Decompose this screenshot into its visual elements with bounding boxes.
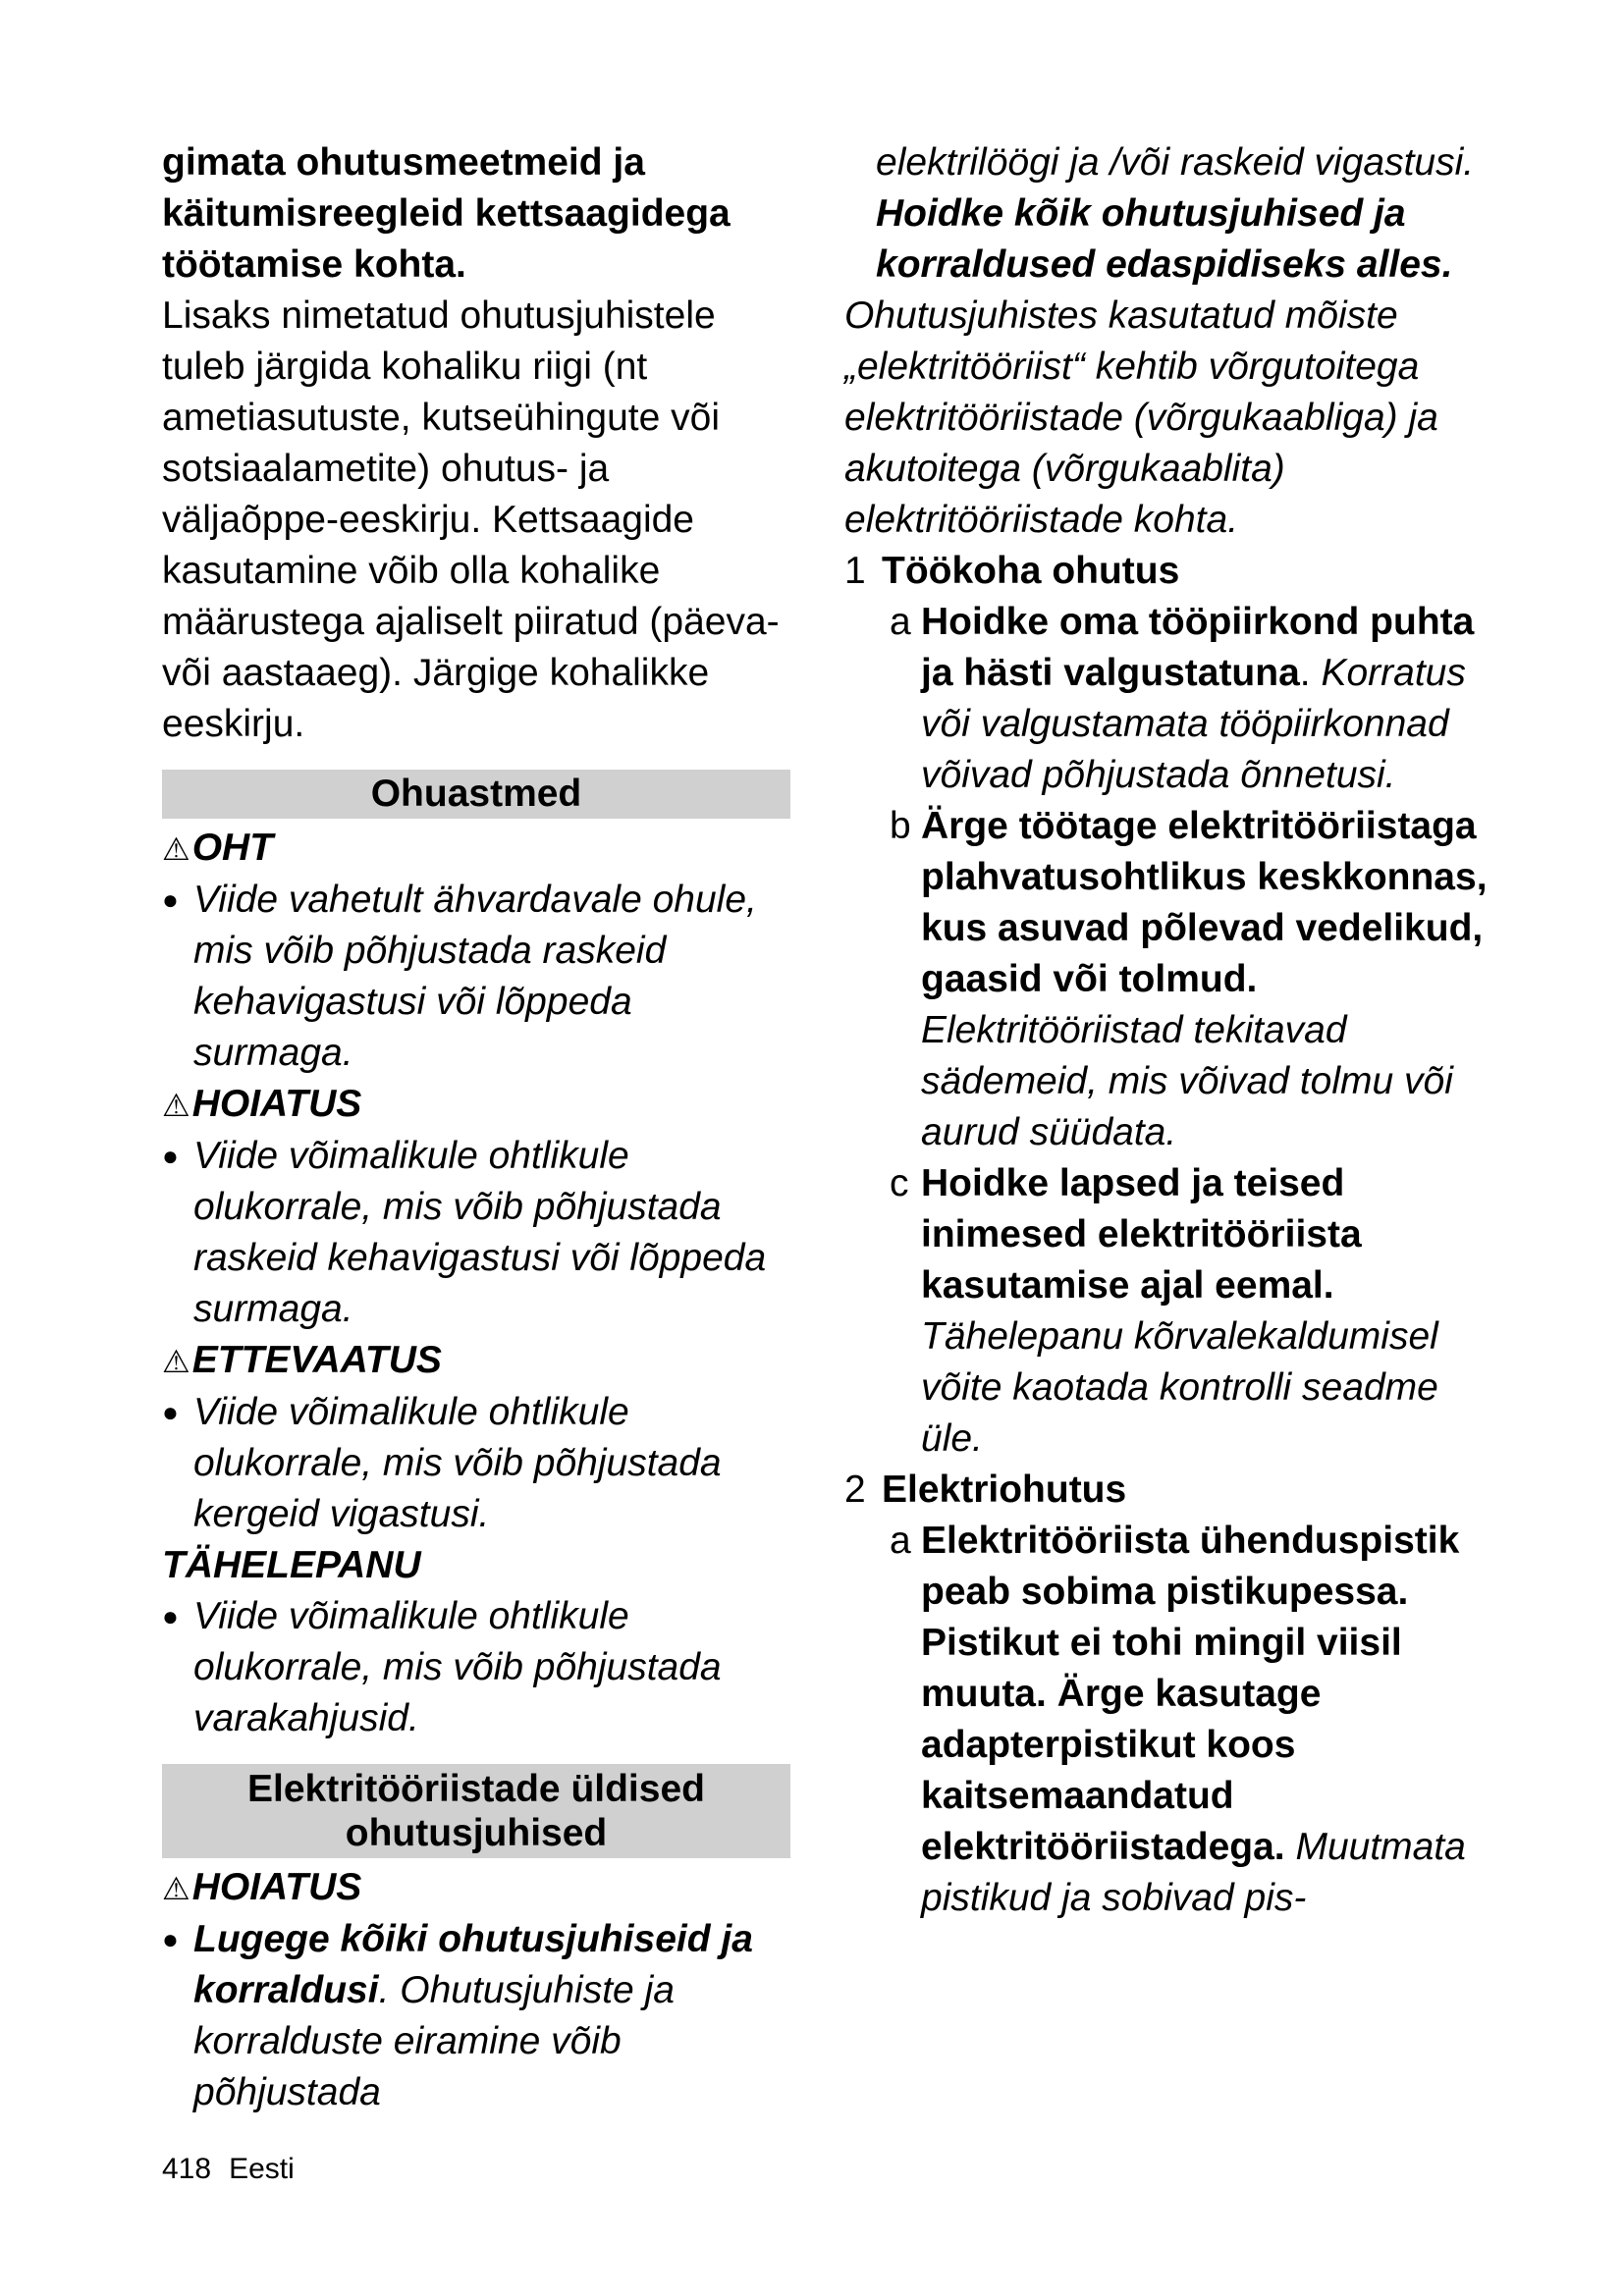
hazard-level-caution xyxy=(162,1335,790,1540)
hazard-description: Viide võimalikule ohtlikule olukorrale, mis võib põhjustada raskeid kehavigastusi või lõppeda surmaga. xyxy=(193,1135,767,1330)
hazard-level-notice xyxy=(162,1540,790,1744)
section-electrical-safety xyxy=(844,1465,1492,1516)
right-column xyxy=(844,137,1492,1924)
signal-word: TÄHELEPANU xyxy=(162,1544,421,1586)
item-letter: b xyxy=(890,805,911,847)
section-workplace-safety xyxy=(844,546,1492,597)
intro-bold-text: gimata ohutusmeetmeid ja käitumisreegleid kettsaagidega töötamise kohta. xyxy=(162,141,731,286)
list-item: a Hoidke oma tööpiirkond puhta ja hästi valgustatuna. Korratus või valgustamata tööpiirkonnad võivad põhjustada õnnetusi. xyxy=(844,597,1492,801)
signal-word: ETTEVAATUS xyxy=(191,1339,442,1381)
list-item: a Elektritööriista ühenduspistik peab sobima pistikupessa. Pistikut ei tohi mingil viisil muuta. Ärge kasutage adapterpistikut koos kaitsemaandatud elektritööriistadega. Muutmata pistikud ja sobivad pis- xyxy=(844,1516,1492,1924)
bullet-icon: ● xyxy=(162,1601,179,1631)
warning-triangle-icon: ⚠ xyxy=(162,1344,190,1379)
continued-text: elektrilöögi ja /või raskeid vigastusi. Hoidke kõik ohutusjuhised ja korraldused edaspidiseks alles. xyxy=(876,141,1475,286)
signal-word: OHT xyxy=(191,827,274,869)
bullet-icon: ● xyxy=(162,1924,179,1954)
section-title: Töökoha ohutus xyxy=(882,550,1180,592)
bullet-icon: ● xyxy=(162,1397,179,1427)
hazard-level-warning xyxy=(162,1079,790,1335)
list-item: b Ärge töötage elektritööriistaga plahvatusohtlikus keskkonnas, kus asuvad põlevad vedelikud, gaasid või tolmud. Elektritööriistad tekitavad sädemeid, mis võivad tolmu või aurud süüdata. xyxy=(844,801,1492,1158)
bullet-icon: ● xyxy=(162,884,179,915)
intro-text: Lisaks nimetatud ohutusjuhistele tuleb järgida kohaliku riigi (nt ametiasutuste, kutseühingute või sotsiaalametite) ohutus- ja väljaõppe-eeskirju. Kettsaagide kasutamine võib olla kohalike määrustega ajaliselt piiratud (päeva- või aastaaeg). Järgige kohalikke eeskirju. xyxy=(162,294,780,745)
section-heading-hazard-levels: Ohuastmed xyxy=(162,770,790,819)
list-item: c Hoidke lapsed ja teised inimesed elektritööriista kasutamise ajal eemal. Tähelepanu kõrvalekaldumisel võite kaotada kontrolli seadme üle. xyxy=(844,1158,1492,1465)
keep-instructions-text: Hoidke kõik ohutusjuhised ja korraldused edaspidiseks alles. xyxy=(876,192,1453,286)
hazard-description: Viide võimalikule ohtlikule olukorrale, mis võib põhjustada varakahjusid. xyxy=(193,1595,722,1739)
warning-bold-text: Lugege kõiki ohutusjuhiseid ja korraldusi xyxy=(193,1918,753,2011)
section-title: Elektriohutus xyxy=(882,1468,1127,1511)
left-column xyxy=(162,137,790,2118)
page-footer xyxy=(162,2150,295,2189)
page-number: 418 xyxy=(162,2153,212,2185)
section-heading-general-safety: Elektritööriistade üldised ohutusjuhised xyxy=(162,1764,790,1858)
warning-triangle-icon: ⚠ xyxy=(162,831,190,867)
item-letter: a xyxy=(890,1520,911,1562)
hazard-description: Viide vahetult ähvardavale ohule, mis võib põhjustada raskeid kehavigastusi või lõppeda surmaga. xyxy=(193,879,757,1074)
section-number: 2 xyxy=(844,1468,866,1511)
signal-word: HOIATUS xyxy=(191,1866,362,1908)
warning-triangle-icon: ⚠ xyxy=(162,1871,190,1906)
section-number: 1 xyxy=(844,550,866,592)
hazard-description: Viide võimalikule ohtlikule olukorrale, mis võib põhjustada kergeid vigastusi. xyxy=(193,1391,722,1535)
hazard-level-danger xyxy=(162,823,790,1079)
item-letter: c xyxy=(890,1162,909,1204)
item-letter: a xyxy=(890,601,911,643)
bullet-icon: ● xyxy=(162,1141,179,1171)
warning-text: Ohutusjuhiste ja korralduste eiramine võib põhjustada xyxy=(193,1969,675,2113)
warning-triangle-icon: ⚠ xyxy=(162,1088,190,1123)
term-definition-text: Ohutusjuhistes kasutatud mõiste „elektritööriist“ kehtib võrgutoitega elektritööriistade (võrgukaabliga) ja akutoitega (võrgukaablita) elektritööriistade kohta. xyxy=(844,294,1438,541)
footer-language: Eesti xyxy=(229,2153,295,2185)
signal-word: HOIATUS xyxy=(191,1083,362,1125)
warning-bullet: ● Lugege kõiki ohutusjuhiseid ja korraldusi. Ohutusjuhiste ja korralduste eiramine võib põhjustada xyxy=(162,1914,790,2118)
